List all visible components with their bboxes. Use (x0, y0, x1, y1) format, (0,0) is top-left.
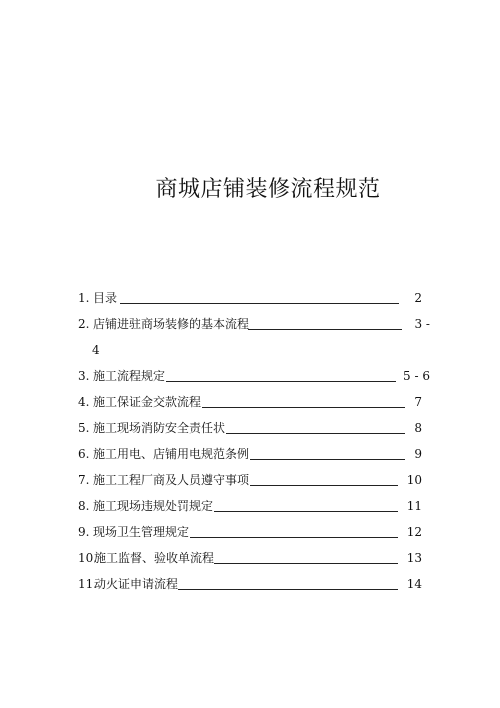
toc-item-label: 动火证申请流程 (94, 577, 179, 591)
toc-item (78, 392, 430, 412)
toc-leader-line (178, 589, 398, 590)
toc-item (78, 470, 430, 490)
toc-item (78, 522, 430, 542)
toc-leader-line (226, 433, 405, 434)
toc-item-label: 施工工程厂商及人员遵守事项 (93, 473, 250, 487)
toc-item-page: 7 (414, 395, 422, 409)
toc-item-number: 1. (78, 291, 90, 305)
toc-item-label: 现场卫生管理规定 (93, 525, 190, 539)
toc-leader-line (190, 537, 398, 538)
toc-item (78, 548, 430, 568)
toc-item-label: 施工流程规定 (93, 369, 166, 383)
toc-item (78, 418, 430, 438)
toc-item-label: 施工现场违规处罚规定 (93, 499, 214, 513)
toc-item-label: 施工现场消防安全责任状 (93, 421, 226, 435)
toc-leader-line (250, 459, 405, 460)
toc-item-number: 9. (78, 525, 90, 539)
toc-item-number: 3. (78, 369, 90, 383)
toc-item-page: 5 - 6 (403, 369, 430, 383)
toc-item (78, 444, 430, 464)
toc-item-page: 11 (406, 499, 422, 513)
toc-leader-line (202, 407, 405, 408)
toc-leader-line (214, 511, 398, 512)
toc-item-number: 11. (78, 577, 98, 591)
toc-item-page: 3 - (414, 317, 430, 331)
toc-item-page: 2 (414, 291, 422, 305)
toc-item-page: 9 (414, 447, 422, 461)
toc-leader-line (214, 563, 398, 564)
toc-item-label: 施工保证金交款流程 (93, 395, 202, 409)
toc-item (78, 314, 430, 334)
toc-item (78, 574, 430, 594)
document-title: 商城店铺装修流程规范 (155, 177, 381, 202)
toc-item-number: 4. (78, 395, 90, 409)
toc-item-label: 施工监督、验收单流程 (94, 551, 215, 565)
toc-item-label: 施工用电、店铺用电规范条例 (93, 447, 250, 461)
toc-item-label: 目录 (93, 291, 118, 305)
toc-leader-line (166, 381, 396, 382)
toc-item (78, 288, 430, 308)
toc-item-page: 8 (414, 421, 422, 435)
toc-item-number: 8. (78, 499, 90, 513)
toc-item-page: 12 (406, 525, 422, 539)
toc-item-page: 10 (406, 473, 422, 487)
toc-item-label: 店铺进驻商场装修的基本流程 (93, 317, 250, 331)
toc-item-page: 14 (406, 577, 422, 591)
toc-item (78, 366, 430, 386)
toc-leader-line (248, 329, 402, 330)
toc-item-page-continued: 4 (92, 343, 100, 357)
toc-item-number: 2. (78, 317, 90, 331)
toc-leader-line (250, 485, 398, 486)
toc-item-number: 6. (78, 447, 90, 461)
toc-item-number: 5. (78, 421, 90, 435)
toc-item-page: 13 (406, 551, 422, 565)
toc-item-number: 10. (78, 551, 98, 565)
toc-item (78, 496, 430, 516)
toc-leader-line (120, 303, 399, 304)
toc-item-number: 7. (78, 473, 90, 487)
